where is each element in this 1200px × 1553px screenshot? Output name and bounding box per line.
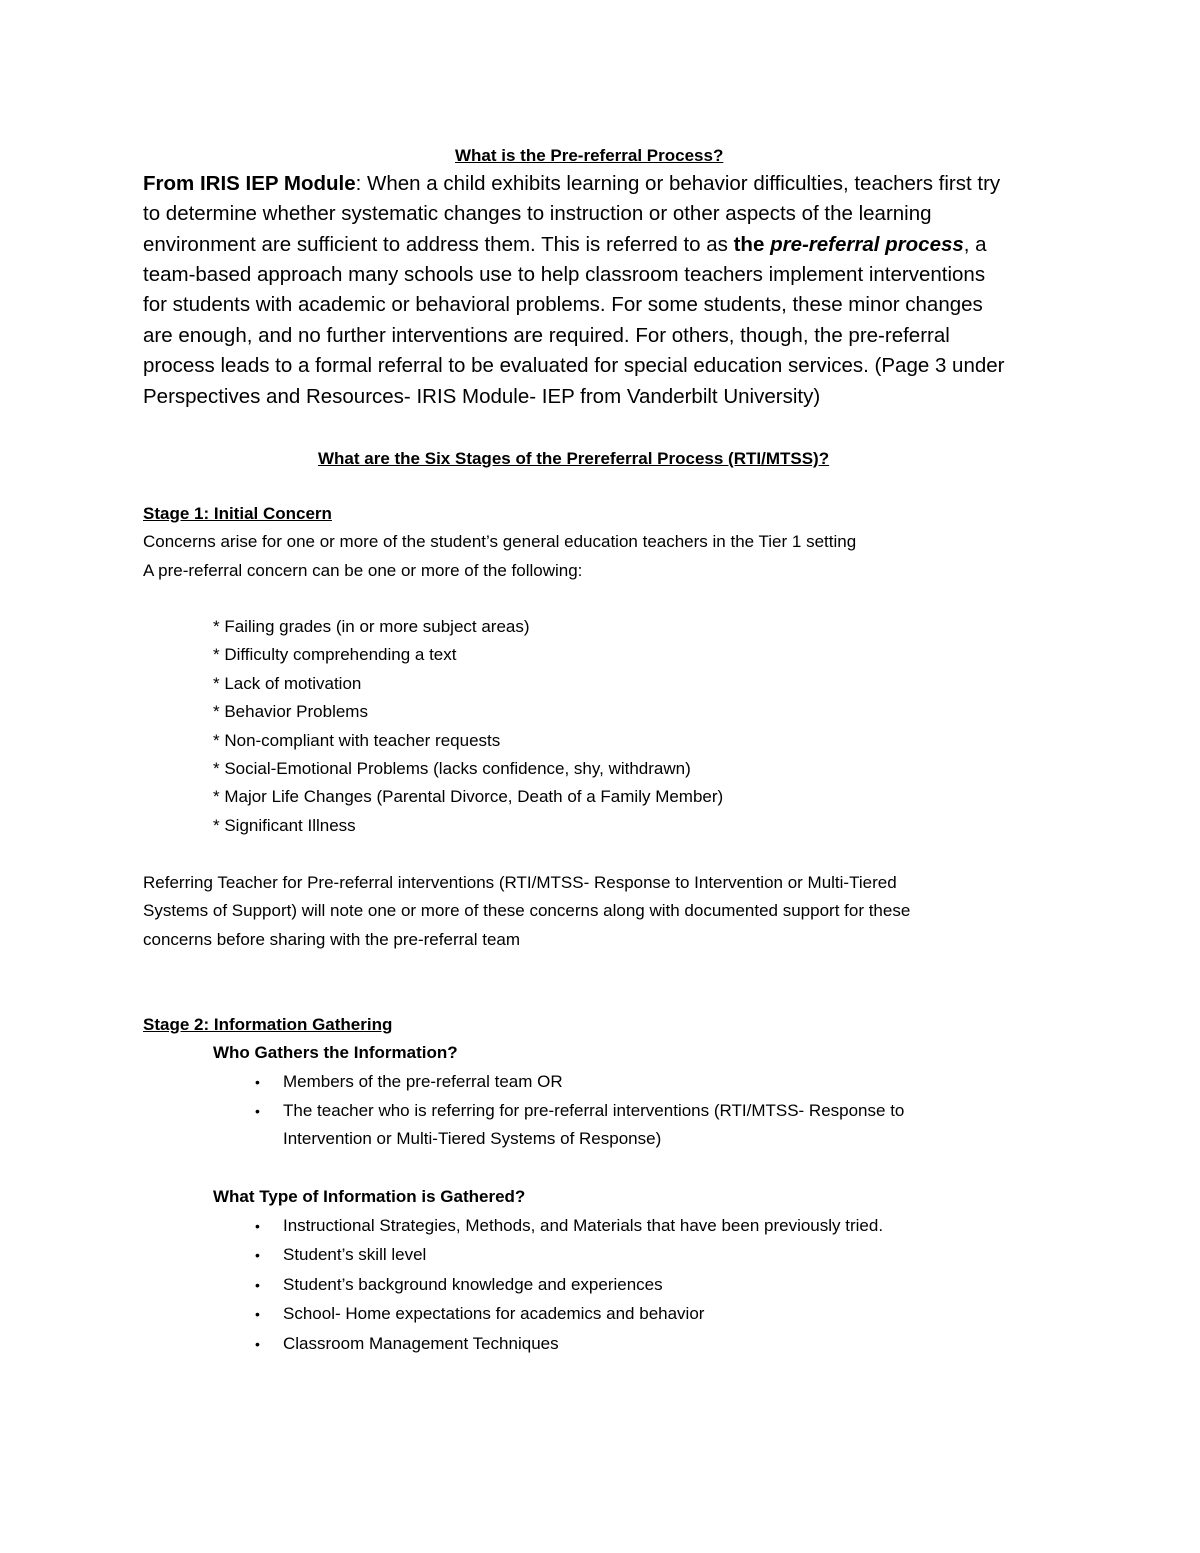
bullet-icon: • — [255, 1277, 260, 1293]
intro-line-7: process leads to a formal referral to be evaluated for special education services. (Page 3 under — [143, 354, 1005, 377]
bullet-icon: • — [255, 1336, 260, 1352]
bullet-icon: • — [255, 1218, 260, 1234]
bullet-icon: • — [255, 1103, 260, 1119]
who-item-continuation: Intervention or Multi-Tiered Systems of Response) — [283, 1129, 662, 1148]
pre-referral-term: pre-referral process — [770, 233, 964, 256]
concern-item: * Significant Illness — [213, 816, 356, 835]
what-item: School- Home expectations for academics and behavior — [283, 1304, 705, 1323]
concern-item: * Social-Emotional Problems (lacks confidence, shy, withdrawn) — [213, 759, 691, 778]
intro-line-1 — [143, 172, 1000, 196]
heading-six-stages: What are the Six Stages of the Prereferral Process (RTI/MTSS)? — [318, 449, 830, 468]
bullet-icon: • — [255, 1074, 260, 1090]
source-label: From IRIS IEP Module — [143, 172, 356, 195]
what-item: Classroom Management Techniques — [283, 1334, 559, 1353]
stage-2-title: Stage 2: Information Gathering — [143, 1015, 393, 1034]
intro-line-4: team-based approach many schools use to help classroom teachers implement interventions — [143, 263, 986, 286]
concern-item: * Major Life Changes (Parental Divorce, Death of a Family Member) — [213, 787, 724, 806]
intro-line-6: are enough, and no further interventions are required. For others, though, the pre-referral — [143, 324, 950, 347]
what-item: Student’s background knowledge and experiences — [283, 1275, 663, 1294]
concern-item: * Difficulty comprehending a text — [213, 645, 457, 664]
intro-the: the — [733, 233, 771, 256]
intro-text: , a — [963, 233, 987, 256]
stage-1-line-1: Concerns arise for one or more of the student’s general education teachers in the Tier 1 setting — [143, 532, 857, 551]
concern-item: * Failing grades (in or more subject areas) — [213, 617, 530, 636]
intro-line-3 — [143, 233, 987, 257]
stage-1-title: Stage 1: Initial Concern — [143, 504, 332, 523]
intro-line-2: to determine whether systematic changes to instruction or other aspects of the learning — [143, 202, 932, 225]
what-type-heading: What Type of Information is Gathered? — [213, 1187, 526, 1206]
intro-text: environment are sufficient to address them. This is referred to as — [143, 233, 734, 256]
concern-item: * Non-compliant with teacher requests — [213, 731, 501, 750]
stage-1-note-line-1: Referring Teacher for Pre-referral interventions (RTI/MTSS- Response to Intervention or Multi-Tiered — [143, 873, 897, 892]
concern-item: * Lack of motivation — [213, 674, 362, 693]
concern-item: * Behavior Problems — [213, 702, 368, 721]
intro-line-5: for students with academic or behavioral problems. For some students, these minor changes — [143, 293, 983, 316]
who-gathers-heading: Who Gathers the Information? — [213, 1043, 458, 1062]
stage-1-note-line-3: concerns before sharing with the pre-referral team — [143, 930, 521, 949]
what-item: Student’s skill level — [283, 1245, 427, 1264]
who-item: The teacher who is referring for pre-referral interventions (RTI/MTSS- Response to — [283, 1101, 905, 1120]
stage-1-note-line-2: Systems of Support) will note one or more of these concerns along with documented support for these — [143, 901, 911, 920]
bullet-icon: • — [255, 1306, 260, 1322]
who-item: Members of the pre-referral team OR — [283, 1072, 563, 1091]
stage-1-line-2: A pre-referral concern can be one or more of the following: — [143, 561, 583, 580]
intro-text: : When a child exhibits learning or behavior difficulties, teachers first try — [355, 172, 1001, 195]
heading-pre-referral-process: What is the Pre-referral Process? — [455, 146, 724, 165]
what-item: Instructional Strategies, Methods, and Materials that have been previously tried. — [283, 1216, 884, 1235]
bullet-icon: • — [255, 1247, 260, 1263]
intro-line-8: Perspectives and Resources- IRIS Module- IEP from Vanderbilt University) — [143, 385, 821, 408]
